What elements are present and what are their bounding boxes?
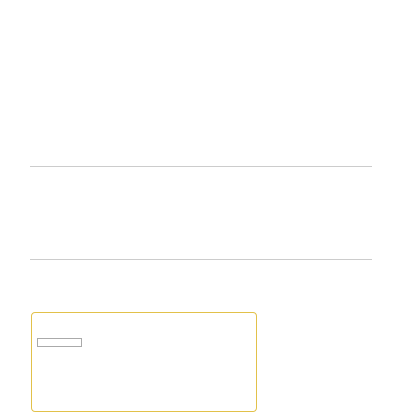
designation-editor-panel — [31, 312, 257, 412]
search-designations-input[interactable] — [37, 338, 82, 347]
divider — [30, 166, 372, 167]
divider — [30, 259, 372, 260]
